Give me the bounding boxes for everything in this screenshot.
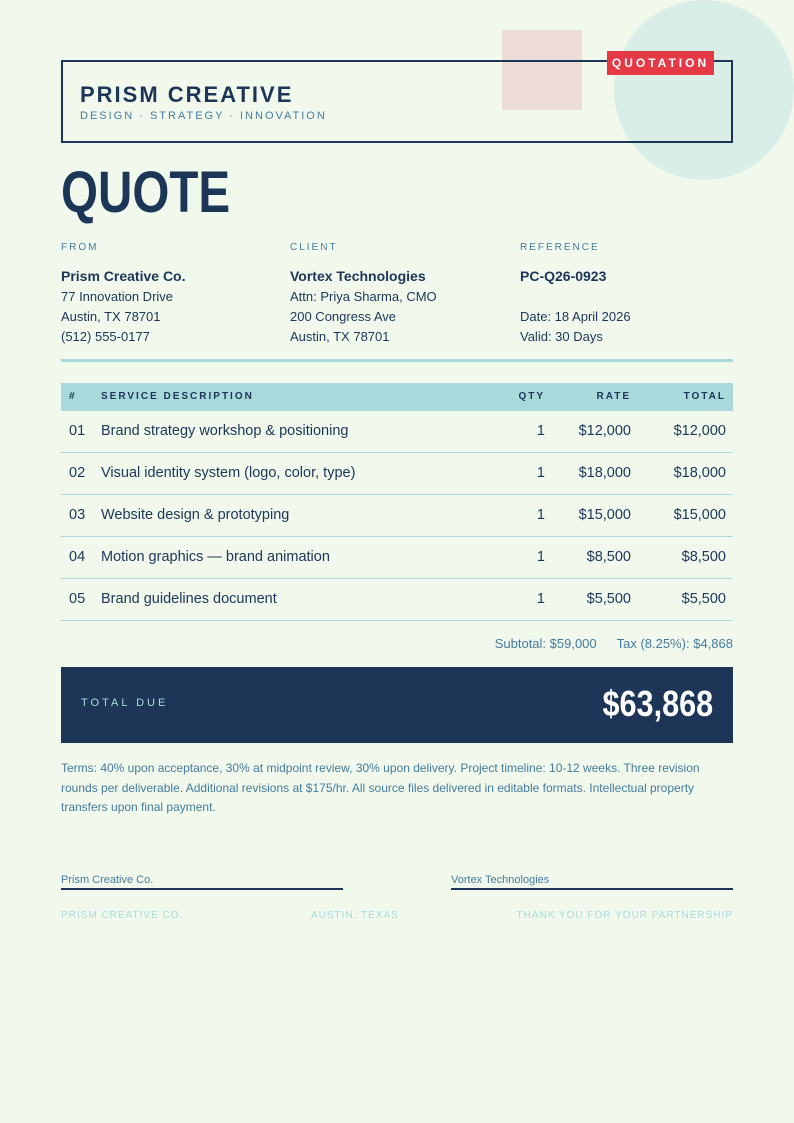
section-divider	[61, 359, 733, 362]
row-qty: 1	[536, 465, 545, 481]
row-total: $18,000	[673, 465, 726, 481]
signature-name-client: Vortex Technologies	[451, 874, 550, 886]
row-rate: $8,500	[586, 549, 631, 565]
from-label: FROM	[61, 242, 99, 253]
row-number: 01	[69, 423, 86, 439]
row-rate: $15,000	[578, 507, 631, 523]
client-block	[290, 242, 520, 347]
footer-thanks: THANK YOU FOR YOUR PARTNERSHIP	[516, 910, 733, 921]
row-rate: $18,000	[578, 465, 631, 481]
table-row	[61, 537, 733, 579]
row-number: 05	[69, 591, 86, 607]
row-number: 03	[69, 507, 86, 523]
footer-location: AUSTIN, TEXAS	[311, 910, 399, 921]
subtotal: Subtotal: $59,000	[494, 636, 597, 651]
table-row	[61, 411, 733, 453]
row-qty: 1	[536, 423, 545, 439]
document-title: QUOTE	[61, 160, 231, 225]
total-due-label: TOTAL DUE	[81, 697, 169, 709]
row-description: Visual identity system (logo, color, type)	[101, 465, 356, 481]
footer-company: PRISM CREATIVE CO.	[61, 910, 184, 921]
line-items-table	[61, 383, 733, 621]
row-description: Motion graphics — brand animation	[101, 549, 330, 565]
row-description: Brand strategy workshop & positioning	[101, 423, 349, 439]
from-address-line: 77 Innovation Drive	[61, 289, 174, 304]
brand-tagline: DESIGN · STRATEGY · INNOVATION	[80, 110, 327, 122]
row-total: $8,500	[681, 549, 726, 565]
signature-line-client	[451, 874, 733, 890]
table-row	[61, 453, 733, 495]
row-qty: 1	[536, 591, 545, 607]
row-qty: 1	[536, 549, 545, 565]
from-name: Prism Creative Co.	[61, 268, 186, 284]
row-number: 04	[69, 549, 86, 565]
total-due-amount: $63,868	[602, 683, 713, 724]
client-address-line: 200 Congress Ave	[290, 309, 396, 324]
header-qty: QTY	[518, 391, 545, 402]
client-name: Vortex Technologies	[290, 268, 426, 284]
header-description: SERVICE DESCRIPTION	[101, 391, 254, 402]
row-total: $15,000	[673, 507, 726, 523]
from-block	[61, 242, 291, 347]
reference-label: REFERENCE	[520, 242, 600, 253]
header-rate: RATE	[596, 391, 631, 402]
signature-line-vendor	[61, 874, 343, 890]
table-row	[61, 579, 733, 621]
row-rate: $5,500	[586, 591, 631, 607]
row-description: Website design & prototyping	[101, 507, 290, 523]
row-rate: $12,000	[578, 423, 631, 439]
row-description: Brand guidelines document	[101, 591, 277, 607]
reference-spacer	[520, 287, 733, 307]
tax: Tax (8.25%): $4,868	[616, 636, 733, 651]
row-qty: 1	[536, 507, 545, 523]
client-label: CLIENT	[290, 242, 338, 253]
header-total: TOTAL	[683, 391, 726, 402]
table-header	[61, 383, 733, 411]
signature-name-vendor: Prism Creative Co.	[61, 874, 154, 886]
from-phone: (512) 555-0177	[61, 329, 150, 344]
quote-validity: Valid: 30 Days	[520, 329, 603, 344]
client-attention: Attn: Priya Sharma, CMO	[290, 289, 437, 304]
quotation-badge: QUOTATION	[607, 51, 714, 75]
row-total: $12,000	[673, 423, 726, 439]
table-row	[61, 495, 733, 537]
totals-summary	[495, 636, 733, 651]
from-city-line: Austin, TX 78701	[61, 309, 161, 324]
header-number: #	[69, 391, 77, 402]
reference-block	[520, 242, 733, 347]
quote-date: Date: 18 April 2026	[520, 309, 631, 324]
reference-number: PC-Q26-0923	[520, 268, 607, 284]
row-number: 02	[69, 465, 86, 481]
brand-name: PRISM CREATIVE	[80, 82, 294, 107]
terms-text: Terms: 40% upon acceptance, 30% at midpoint review, 30% upon delivery. Project timeline: 10-12 weeks. Three revision rounds per deliverable. Additional revisions at $175/hr. All source files delivered in editable formats. Intellectual property transfers upon final payment.	[61, 761, 700, 814]
client-city-line: Austin, TX 78701	[290, 329, 390, 344]
row-total: $5,500	[681, 591, 726, 607]
total-due-bar	[61, 667, 733, 743]
